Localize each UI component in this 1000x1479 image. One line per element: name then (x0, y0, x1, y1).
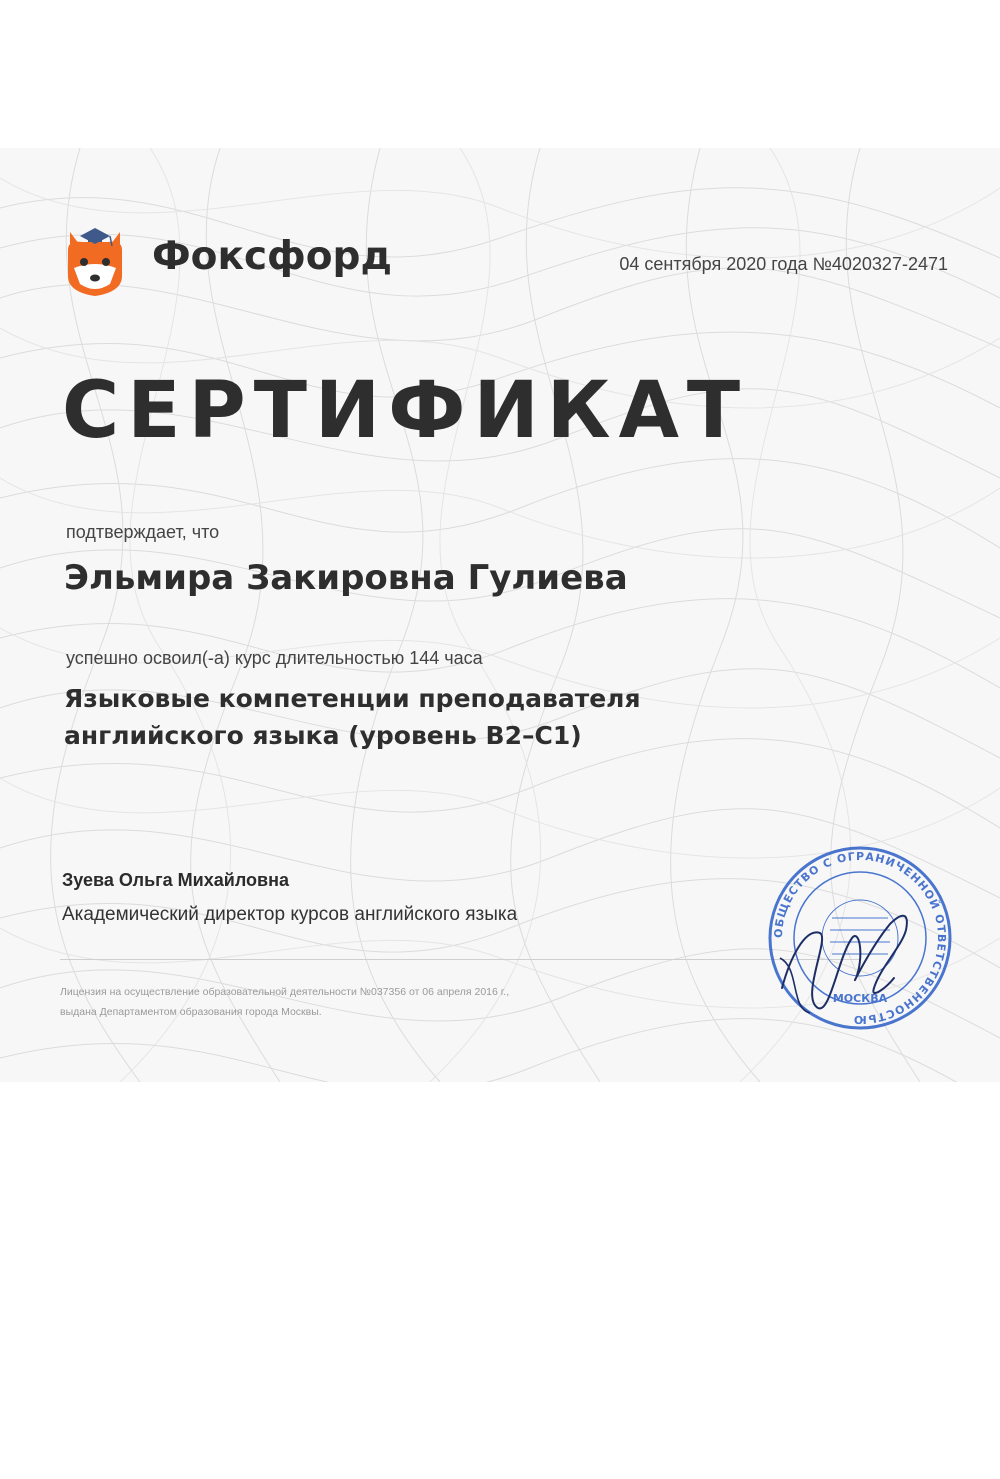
stamp-seal (760, 838, 960, 1038)
signatory-name: Зуева Ольга Михайловна (62, 870, 289, 890)
recipient-name: Эльмира Закировна Гулиева (64, 558, 628, 598)
issue-date-number: 04 сентября 2020 года №4020327-2471 (619, 254, 948, 274)
svg-text:ОБЩЕСТВО С ОГРАНИЧЕННОЙ ОТВЕТС: ОБЩЕСТВО С ОГРАНИЧЕННОЙ ОТВЕТСТВЕННОСТЬЮ (771, 849, 949, 1027)
course-intro: успешно освоил(-а) курс длительностью 144 часа (66, 648, 483, 668)
confirms-text: подтверждает, что (66, 522, 220, 542)
license-line1: Лицензия на осуществление образовательной деятельности №037356 от 06 апреля 2016 г., (60, 986, 510, 998)
course-name (64, 680, 641, 754)
brand-name: Фоксфорд (152, 234, 392, 279)
course-name-line1: Языковые компетенции преподавателя (64, 684, 641, 713)
license-line2: выдана Департаментом образования города Москвы. (60, 1006, 322, 1018)
stamp-city: МОСКВА (832, 992, 888, 1005)
divider (60, 959, 860, 960)
fox-logo-icon (60, 222, 130, 300)
certificate-title: СЕРТИФИКАТ (62, 366, 749, 456)
signatory-role: Академический директор курсов английского языка (62, 904, 518, 925)
certificate (0, 148, 1000, 1082)
license-text (60, 982, 680, 1022)
course-name-line2: английского языка (уровень B2–C1) (64, 721, 582, 750)
